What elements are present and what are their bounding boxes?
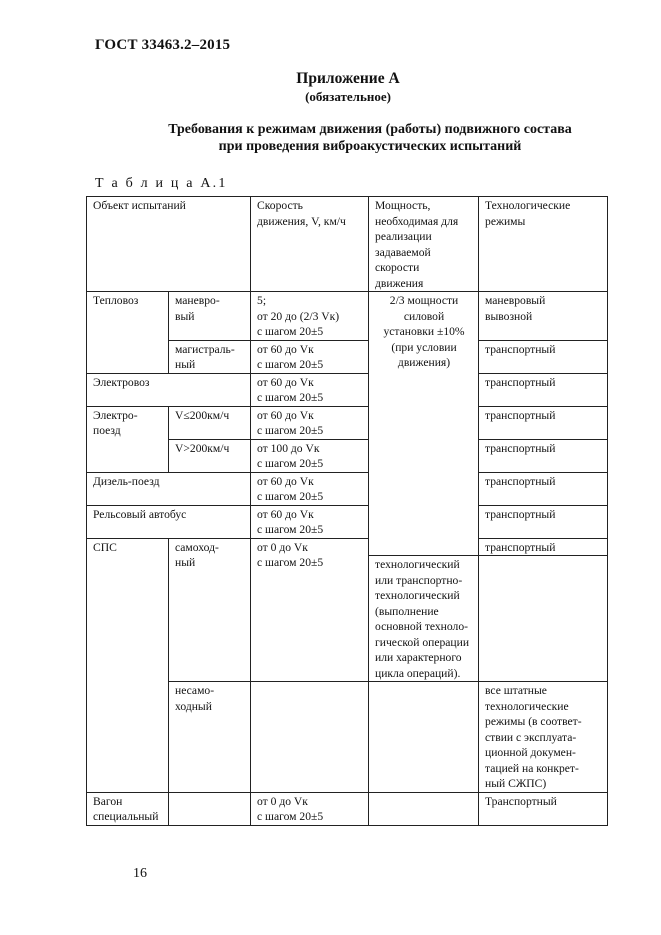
object-dizel-poezd: Дизель-поезд <box>87 472 251 505</box>
mode-teplovoz-magistr: транспортный <box>479 340 608 373</box>
table-row <box>87 505 608 538</box>
header-object: Объект испытаний <box>87 197 251 292</box>
object-vagon: Вагон специальный <box>87 792 169 825</box>
mode-elektropoezd-low: транспортный <box>479 406 608 439</box>
table-row <box>87 538 608 556</box>
speed-elektropoezd-low: от 60 до Vк с шагом 20±5 <box>251 406 369 439</box>
speed-elektrovoz: от 60 до Vк с шагом 20±5 <box>251 373 369 406</box>
page-number: 16 <box>133 866 147 881</box>
speed-rels-avtobus: от 60 до Vк с шагом 20±5 <box>251 505 369 538</box>
mode-elektropoezd-high: транспортный <box>479 439 608 472</box>
subtype-samokhod: самоход- ный <box>169 538 251 682</box>
object-elektropoezd: Электро- поезд <box>87 406 169 472</box>
speed-elektropoezd-high: от 100 до Vк с шагом 20±5 <box>251 439 369 472</box>
table-row <box>87 373 608 406</box>
subtype-nesamokhod: несамо- ходный <box>169 682 251 793</box>
power-vagon <box>369 792 479 825</box>
mode-teplovoz-manevr: маневровый вывозной <box>479 292 608 341</box>
power-cell-sps-samokhod <box>479 556 608 682</box>
table-row <box>87 292 608 341</box>
header-power: Мощность, необходимая для реализации задаваемой скорости движения <box>369 197 479 292</box>
mode-sps-samokhod-transport: транспортный <box>479 538 608 556</box>
table-row <box>87 472 608 505</box>
mode-sps-samokhod-tech: технологический или транспортно- технологический (выполнение основной техноло- гической операции или характерного цикла операций). <box>369 556 479 682</box>
subtype-magistr: магистраль- ный <box>169 340 251 373</box>
object-rels-avtobus: Рельсовый автобус <box>87 505 251 538</box>
mode-vagon: Транспортный <box>479 792 608 825</box>
subtype-manevr: маневро- вый <box>169 292 251 341</box>
subtype-elektropoezd-high: V>200км/ч <box>169 439 251 472</box>
power-sps-nesamokhod <box>369 682 479 793</box>
table-row <box>87 406 608 439</box>
header-modes: Технологические режимы <box>479 197 608 292</box>
mode-rels-avtobus: транспортный <box>479 505 608 538</box>
speed-teplovoz-magistr: от 60 до Vк с шагом 20±5 <box>251 340 369 373</box>
requirements-title: Требования к режимам движения (работы) подвижного состава при проведения виброакустических испытаний <box>168 122 572 154</box>
mode-sps-nesamokhod: все штатные технологические режимы (в соответ- ствии с эксплуата- ционной докумен- тацией на конкрет- ный СЖПС) <box>479 682 608 793</box>
object-sps: СПС <box>87 538 169 792</box>
requirements-table <box>86 196 608 826</box>
table-row <box>87 792 608 825</box>
mode-dizel-poezd: транспортный <box>479 472 608 505</box>
power-requirement: 2/3 мощности силовой установки ±10% (при условии движения) <box>369 292 479 556</box>
speed-sps-nesamokhod <box>251 682 369 793</box>
document-code: ГОСТ 33463.2–2015 <box>95 37 231 53</box>
mode-elektrovoz: транспортный <box>479 373 608 406</box>
object-teplovoz: Тепловоз <box>87 292 169 374</box>
object-elektrovoz: Электровоз <box>87 373 251 406</box>
speed-vagon: от 0 до Vк с шагом 20±5 <box>251 792 369 825</box>
table-caption: Т а б л и ц а А.1 <box>95 176 228 191</box>
appendix-subtitle: (обязательное) <box>305 89 391 104</box>
header-speed: Скорость движения, V, км/ч <box>251 197 369 292</box>
subtype-elektropoezd-low: V≤200км/ч <box>169 406 251 439</box>
speed-dizel-poezd: от 60 до Vк с шагом 20±5 <box>251 472 369 505</box>
table-header-row <box>87 197 608 292</box>
appendix-title: Приложение А <box>296 70 400 87</box>
speed-sps-samokhod: от 0 до Vк с шагом 20±5 <box>251 538 369 682</box>
subtype-vagon <box>169 792 251 825</box>
speed-teplovoz-manevr: 5; от 20 до (2/3 Vк) с шагом 20±5 <box>251 292 369 341</box>
